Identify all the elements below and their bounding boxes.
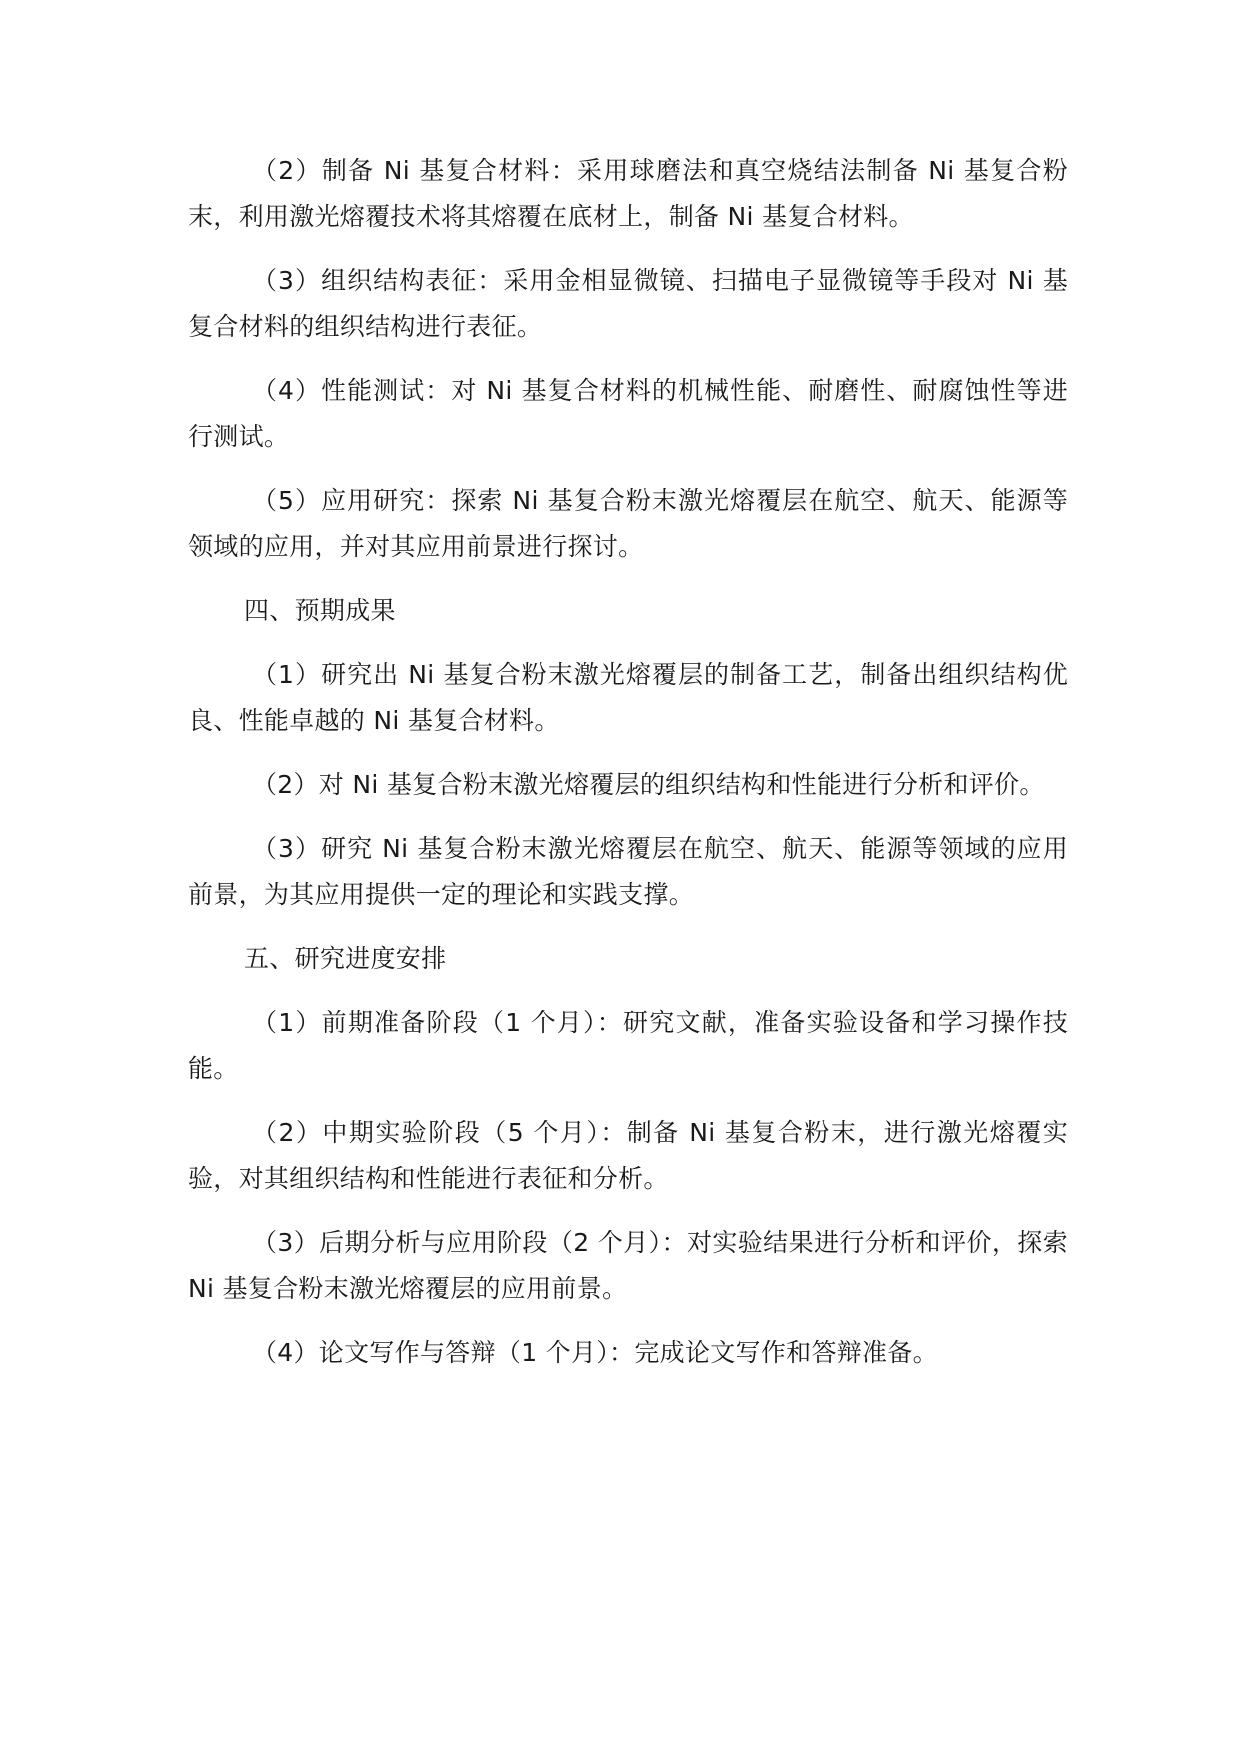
para-schedule-1: （1）前期准备阶段（1 个月）：研究文献，准备实验设备和学习操作技能。 [188,1008,1068,1083]
para-result-2: （2）对 Ni 基复合粉末激光熔覆层的组织结构和性能进行分析和评价。 [252,770,1045,799]
para-result-1: （1）研究出 Ni 基复合粉末激光熔覆层的制备工艺，制备出组织结构优良、性能卓越的 Ni 基复合材料。 [188,660,1068,735]
para-schedule-3: （3）后期分析与应用阶段（2 个月）：对实验结果进行分析和评价，探索 Ni 基复合粉末激光熔覆层的应用前景。 [188,1228,1068,1303]
para-schedule-2: （2）中期实验阶段（5 个月）：制备 Ni 基复合粉末，进行激光熔覆实验，对其组织结构和性能进行表征和分析。 [188,1118,1068,1193]
para-step-5-application: （5）应用研究：探索 Ni 基复合粉末激光熔覆层在航空、航天、能源等领域的应用，并对其应用前景进行探讨。 [188,486,1068,561]
para-step-4-testing: （4）性能测试：对 Ni 基复合材料的机械性能、耐磨性、耐腐蚀性等进行测试。 [188,376,1068,451]
para-step-3-characterization: （3）组织结构表征：采用金相显微镜、扫描电子显微镜等手段对 Ni 基复合材料的组织结构进行表征。 [188,266,1068,341]
para-result-3: （3）研究 Ni 基复合粉末激光熔覆层在航空、航天、能源等领域的应用前景，为其应用提供一定的理论和实践支撑。 [188,834,1068,909]
heading-schedule: 五、研究进度安排 [244,944,447,973]
heading-expected-results: 四、预期成果 [244,596,396,625]
document-body [188,148,1068,1394]
para-schedule-4: （4）论文写作与答辩（1 个月）：完成论文写作和答辩准备。 [252,1338,938,1367]
para-step-2-preparation: （2）制备 Ni 基复合材料：采用球磨法和真空烧结法制备 Ni 基复合粉末，利用激光熔覆技术将其熔覆在底材上，制备 Ni 基复合材料。 [188,156,1068,231]
